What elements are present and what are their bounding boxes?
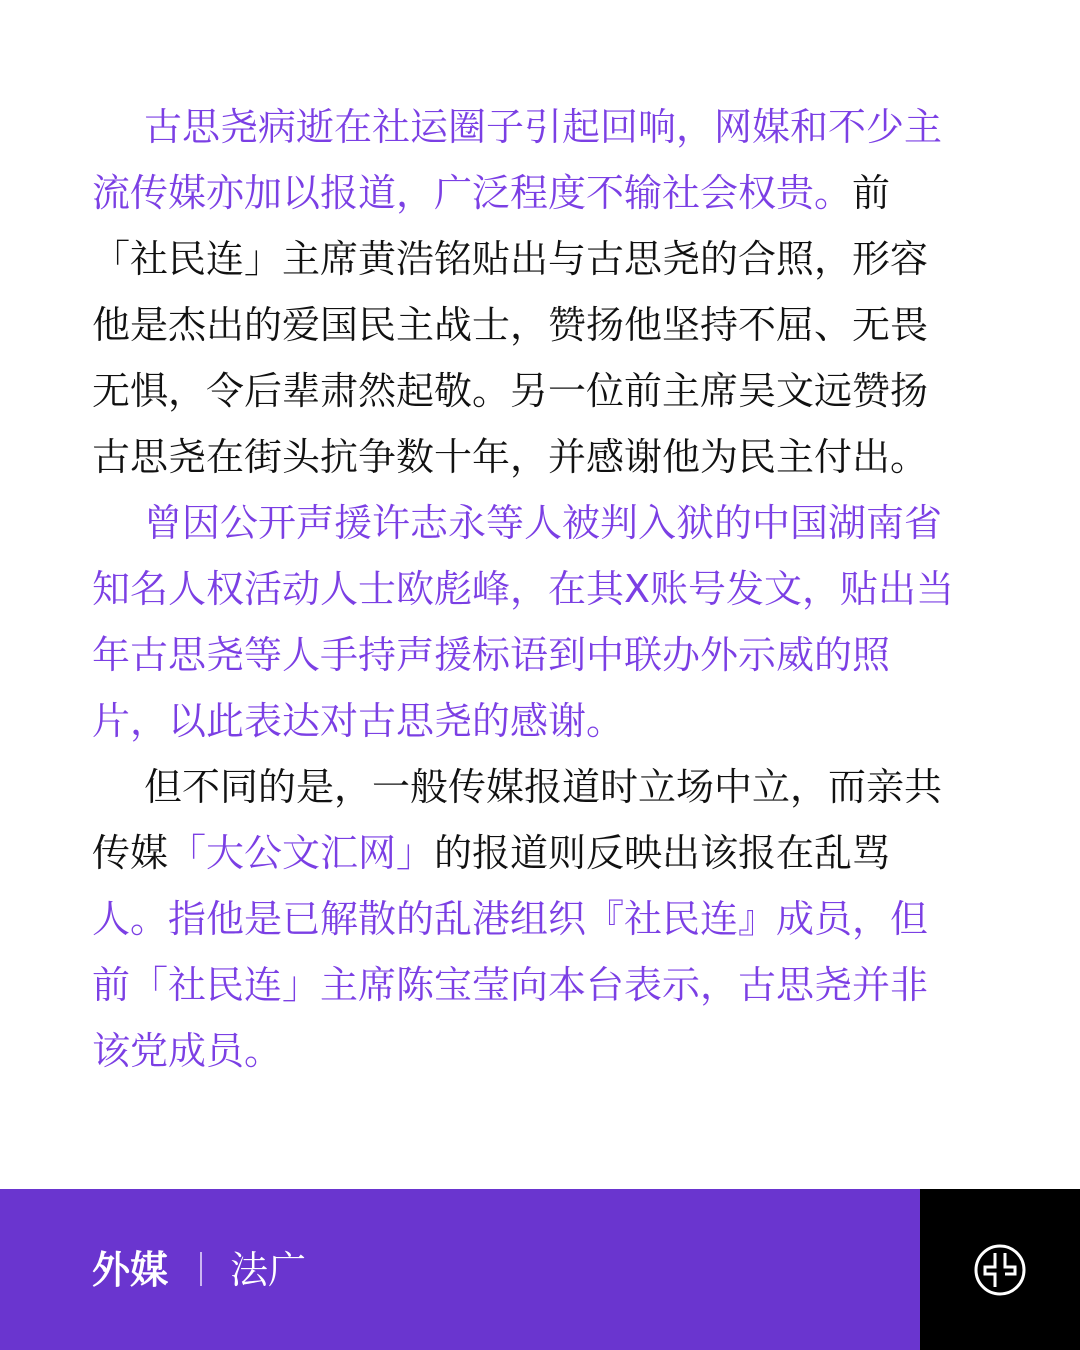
source-name: 法广 bbox=[230, 1248, 307, 1292]
article-body bbox=[92, 94, 992, 1084]
body-text: 前 bbox=[852, 171, 891, 215]
highlighted-text: 「大公文汇网」 bbox=[168, 831, 435, 875]
highlighted-text: 年古思尧等人手持声援标语到中联办外示威的照 bbox=[92, 633, 891, 677]
article-line bbox=[92, 424, 992, 490]
body-text: 的报道则反映出该报在乱骂 bbox=[434, 831, 891, 875]
body-text: 「社民连」主席黄浩铭贴出与古思尧的合照，形容 bbox=[92, 237, 929, 281]
article-line bbox=[92, 226, 992, 292]
article-line bbox=[92, 754, 992, 820]
body-text: 但不同的是，一般传媒报道时立场中立，而亲共 bbox=[144, 765, 943, 809]
highlighted-text: 古思尧病逝在社运圈子引起回响，网媒和不少主 bbox=[144, 105, 943, 149]
broadcaster-logo-icon bbox=[973, 1243, 1027, 1297]
highlighted-text: 曾因公开声援许志永等人被判入狱的中国湖南省 bbox=[144, 501, 943, 545]
body-text: 古思尧在街头抗争数十年，并感谢他为民主付出。 bbox=[92, 435, 929, 479]
footer-bar bbox=[0, 1189, 1080, 1350]
source-label: 外媒 bbox=[92, 1248, 169, 1292]
body-text: 无惧，令后辈肃然起敬。另一位前主席吴文远赞扬 bbox=[92, 369, 929, 413]
body-text: 传媒 bbox=[92, 831, 169, 875]
highlighted-text: 前「社民连」主席陈宝莹向本台表示，古思尧并非 bbox=[92, 963, 929, 1007]
article-line bbox=[92, 886, 992, 952]
article-line bbox=[92, 490, 992, 556]
article-line bbox=[92, 688, 992, 754]
footer-source-panel bbox=[0, 1189, 920, 1350]
body-text: 他是杰出的爱国民主战士，赞扬他坚持不屈、无畏 bbox=[92, 303, 929, 347]
article-line bbox=[92, 160, 992, 226]
article-line bbox=[92, 556, 992, 622]
article-line bbox=[92, 94, 992, 160]
article-line bbox=[92, 952, 992, 1018]
highlighted-text: 人。指他是已解散的乱港组织『社民连』成员，但 bbox=[92, 897, 929, 941]
highlighted-text: 片，以此表达对古思尧的感谢。 bbox=[92, 699, 625, 743]
highlighted-text: 知名人权活动人士欧彪峰，在其X账号发文，贴出当 bbox=[92, 567, 955, 611]
article-line bbox=[92, 1018, 992, 1084]
footer-divider bbox=[200, 1252, 202, 1286]
article-line bbox=[92, 622, 992, 688]
article-line bbox=[92, 820, 992, 886]
highlighted-text: 该党成员。 bbox=[92, 1029, 283, 1073]
highlighted-text: 流传媒亦加以报道，广泛程度不输社会权贵。 bbox=[92, 171, 853, 215]
article-line bbox=[92, 292, 992, 358]
article-line bbox=[92, 358, 992, 424]
